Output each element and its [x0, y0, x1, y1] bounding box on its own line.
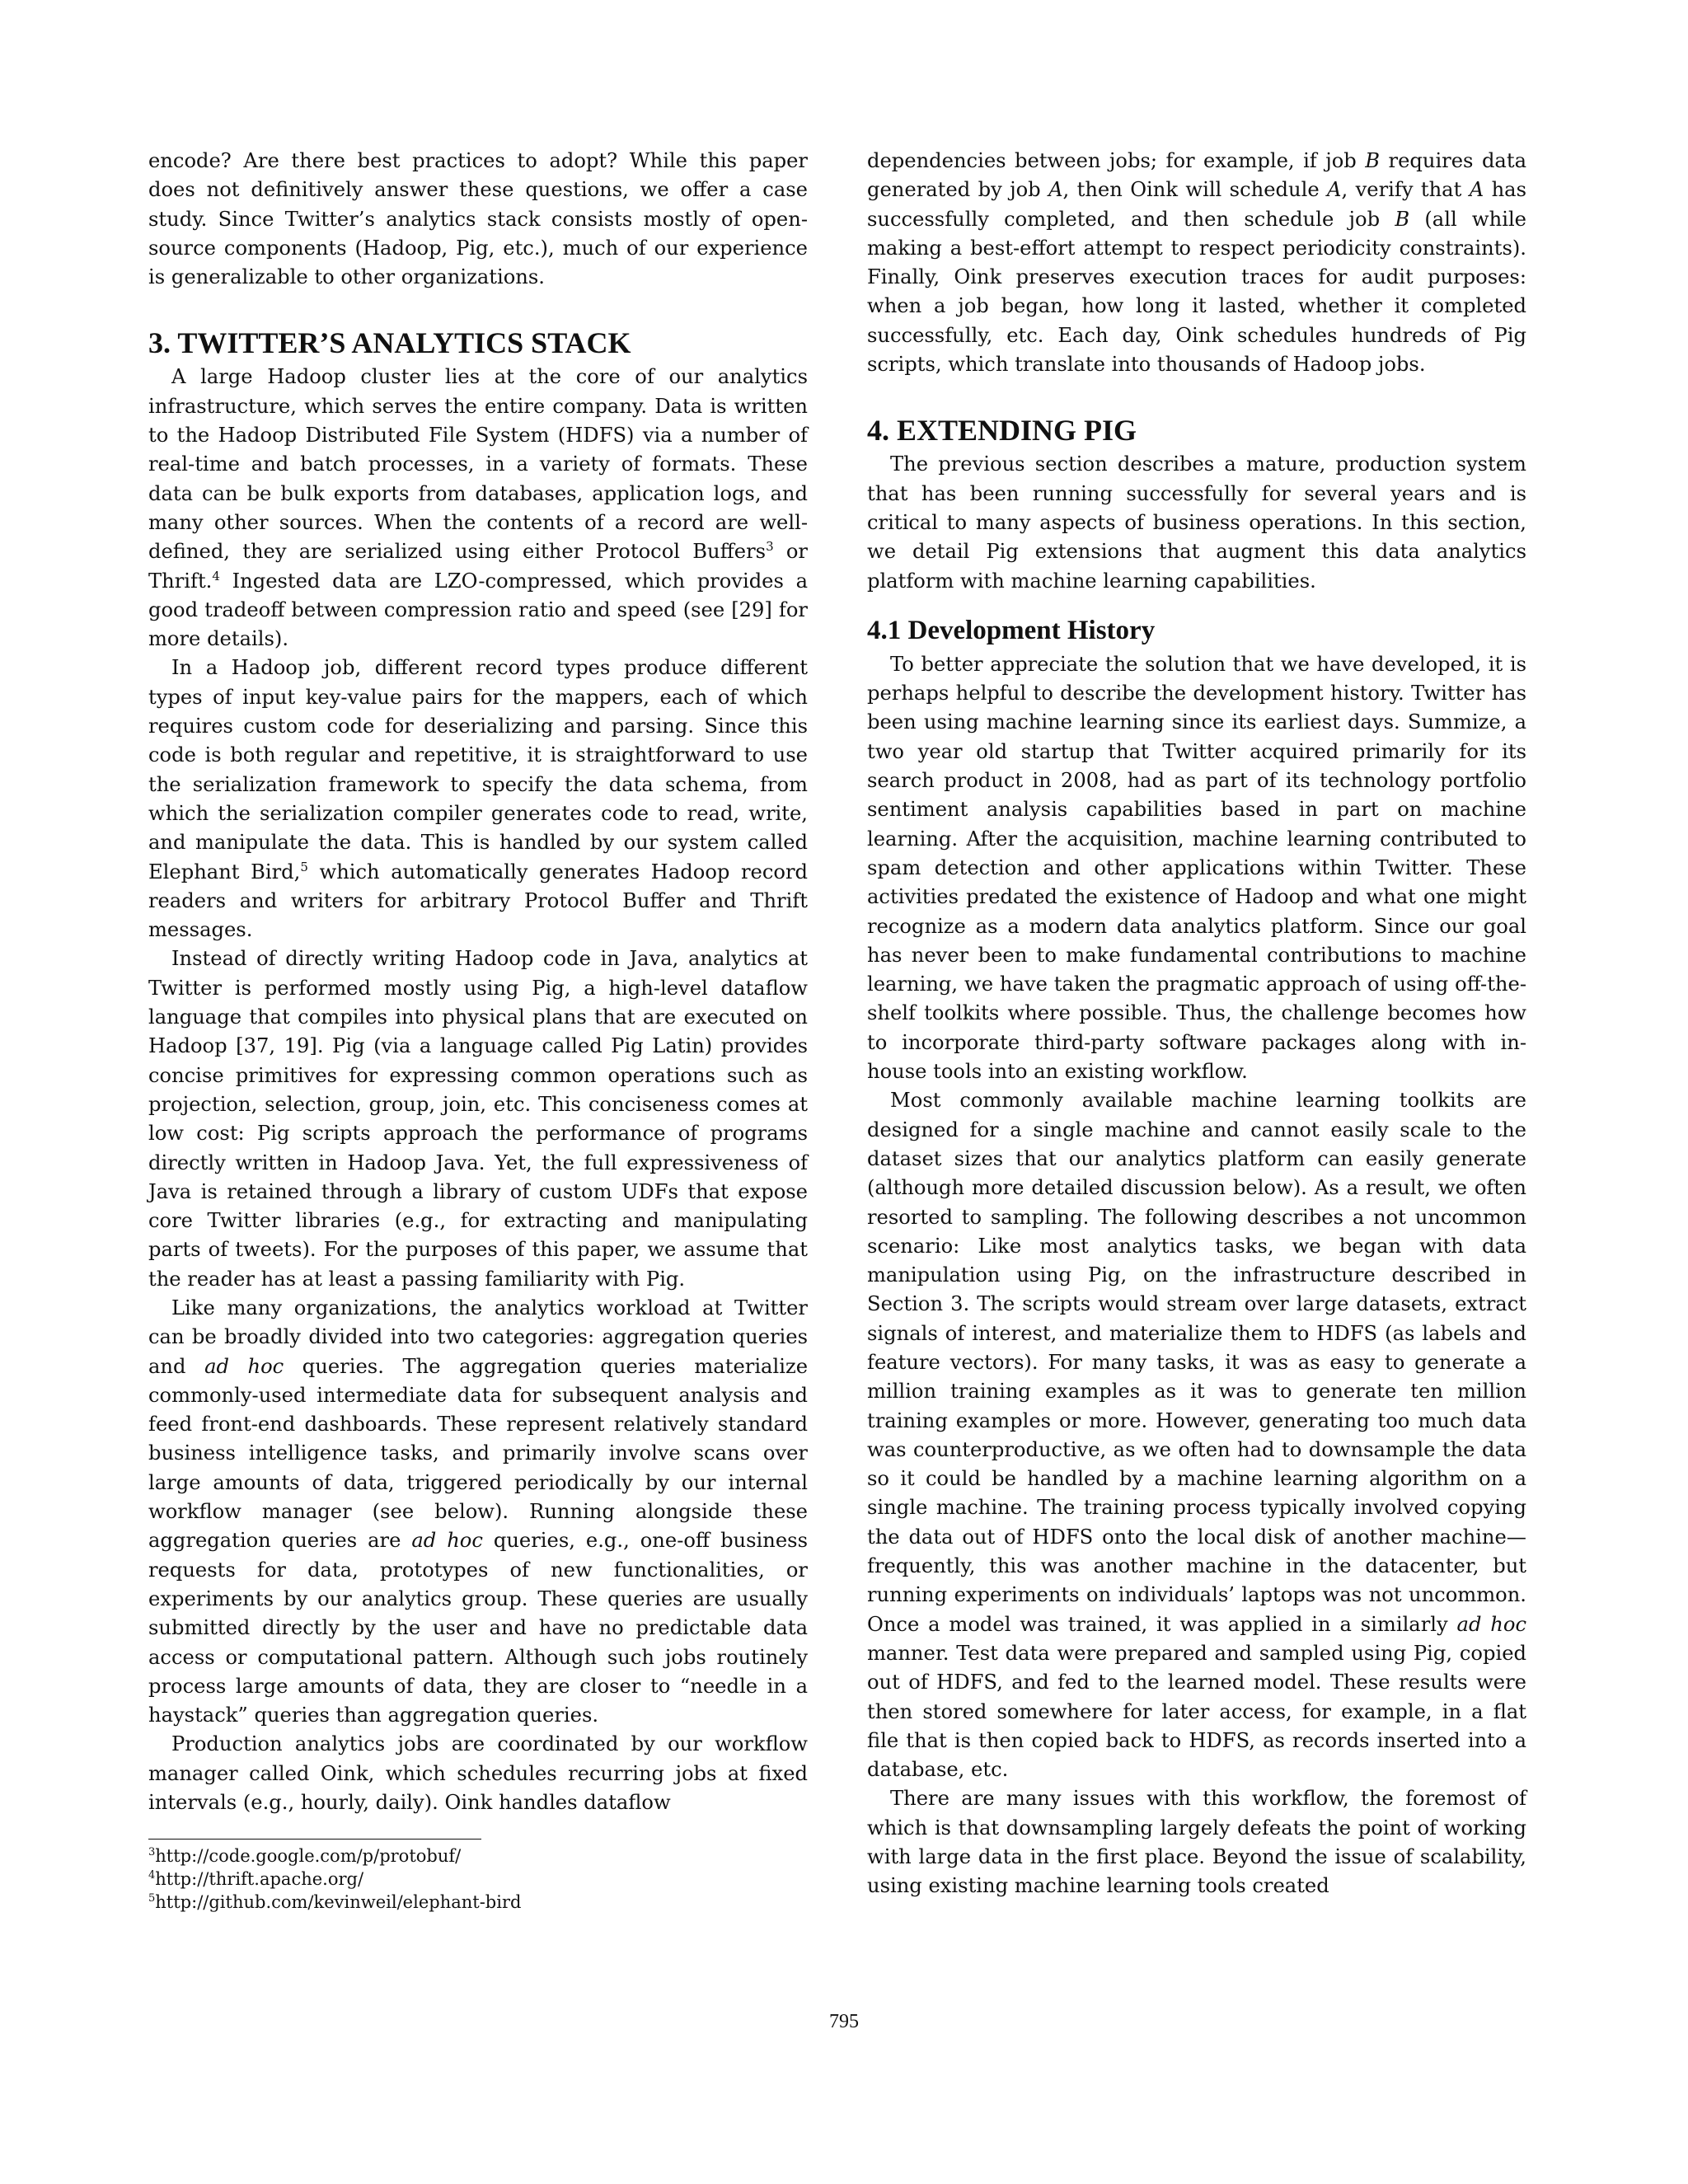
- paragraph: Most commonly available machine learning toolkits are designed for a single machine and cannot easily scale to the dataset sizes that our analytics platform can easily generate (although more detailed discussion below). As a result, we often resorted to sampling. The following describes a not uncommon scenario: Like most analytics tasks, we began with data manipulation using Pig, on the infrastructure described in Section 3. The scripts would stream over large datasets, extract signals of interest, and materialize them to HDFS (as labels and feature vectors). For many tasks, it was as easy to generate a million training examples as it was to generate ten million training examples or more. However, generating too much data was counterproductive, as we often had to downsample the data so it could be handled by a machine learning algorithm on a single machine. The training process typically involved copying the data out of HDFS onto the local disk of another machine—frequently, this was another machine in the datacenter, but running experiments on individuals’ laptops was not uncommon. Once a model was trained, it was applied in a similarly ad hoc manner. Test data were prepared and sampled using Pig, copied out of HDFS, and fed to the learned model. These results were then stored somewhere for later access, for example, in a flat file that is then copied back to HDFS, as records inserted into a database, etc.: [867, 1089, 1526, 1782]
- paragraph: A large Hadoop cluster lies at the core of our analytics infrastructure, which serves the entire company. Data is written to the Hadoop Distributed File System (HDFS) via a number of real-time and batch processes, in a variety of formats. These data can be bulk exports from databases, application logs, and many other sources. When the contents of a record are well-defined, they are serialized using either Protocol Buffers$^3$ or Thrift.$^4$ Ingested data are LZO-compressed, which provides a good tradeoff between compression ratio and speed (see [29] for more details).: [148, 365, 808, 651]
- paragraph: Instead of directly writing Hadoop code in Java, analytics at Twitter is performed mostly using Pig, a high-level dataflow language that compiles into physical plans that are executed on Hadoop [37, 19]. Pig (via a language called Pig Latin) provides concise primitives for expressing common operations such as projection, selection, group, join, etc. This conciseness comes at low cost: Pig scripts approach the performance of programs directly written in Hadoop Java. Yet, the full expressiveness of Java is retained through a library of custom UDFs that expose core Twitter libraries (e.g., for extracting and manipulating parts of tweets). For the purposes of this paper, we assume that the reader has at least a passing familiarity with Pig.: [148, 947, 808, 1291]
- paragraph: In a Hadoop job, different record types produce different types of input key-value pairs for the mappers, each of which requires custom code for deserializing and parsing. Since this code is both regular and repetitive, it is straightforward to use the serialization framework to specify the data schema, from which the serialization compiler generates code to read, write, and manipulate the data. This is handled by our system called Elephant Bird,$^5$ which automatically generates Hadoop record readers and writers for arbitrary Protocol Buffer and Thrift messages.: [148, 656, 808, 942]
- footnote-mark: 3: [148, 1846, 156, 1859]
- section-heading: 4. EXTENDING PIG: [867, 414, 1137, 448]
- footnote-url: http://code.google.com/p/protobuf/: [155, 1846, 462, 1867]
- footnote: [148, 1891, 808, 1914]
- footnote-url: http://thrift.apache.org/: [155, 1869, 364, 1890]
- paragraph: Production analytics jobs are coordinated by our workflow manager called Oink, which schedules recurring jobs at fixed intervals (e.g., hourly, daily). Oink handles dataflow: [148, 1732, 808, 1815]
- right-column: [867, 147, 1526, 1901]
- paragraph: The previous section describes a mature, production system that has been running successfully for several years and is critical to many aspects of business operations. In this section, we detail Pig extensions that augment this data analytics platform with machine learning capabilities.: [867, 452, 1526, 593]
- subsection-heading: 4.1 Development History: [867, 615, 1156, 645]
- paragraph: To better appreciate the solution that we have developed, it is perhaps helpful to describe the development history. Twitter has been using machine learning since its earliest days. Summize, a two year old startup that Twitter acquired primarily for its search product in 2008, had as part of its technology portfolio sentiment analysis capabilities based in part on machine learning. After the acquisition, machine learning contributed to spam detection and other applications within Twitter. These activities predated the existence of Hadoop and what one might recognize as a modern data analytics platform. Since our goal has never been to make fundamental contributions to machine learning, we have taken the pragmatic approach of using off-the-shelf toolkits where possible. Thus, the challenge becomes how to incorporate third-party software packages along with in-house tools into an existing workflow.: [867, 652, 1526, 1084]
- footnote-mark: 4: [148, 1869, 156, 1882]
- page-number: 795: [829, 2011, 859, 2032]
- left-column: [148, 147, 808, 1914]
- footnote: [148, 1844, 808, 1868]
- footnote: [148, 1868, 808, 1891]
- paragraph: There are many issues with this workflow, the foremost of which is that downsampling largely defeats the point of working with large data in the first place. Beyond the issue of scalability, using existing machine learning tools created: [867, 1787, 1526, 1898]
- section-heading: 3. TWITTER’S ANALYTICS STACK: [148, 326, 631, 360]
- paragraph: encode? Are there best practices to adopt? While this paper does not definitively answer these questions, we offer a case study. Since Twitter’s analytics stack consists mostly of open-source components (Hadoop, Pig, etc.), much of our experience is generalizable to other organizations.: [148, 149, 808, 289]
- paragraph: Like many organizations, the analytics workload at Twitter can be broadly divided into two categories: aggregation queries and ad hoc queries. The aggregation queries materialize commonly-used intermediate data for subsequent analysis and feed front-end dashboards. These represent relatively standard business intelligence tasks, and primarily involve scans over large amounts of data, triggered periodically by our internal workflow manager (see below). Running alongside these aggregation queries are ad hoc queries, e.g., one-off business requests for data, prototypes of new functionalities, or experiments by our analytics group. These queries are usually submitted directly by the user and have no predictable data access or computational pattern. Although such jobs routinely process large amounts of data, they are closer to “needle in a haystack” queries than aggregation queries.: [148, 1296, 809, 1727]
- paragraph: dependencies between jobs; for example, if job B requires data generated by job A, then Oink will schedule A, verify that A has successfully completed, and then schedule job B (all while making a best-effort attempt to respect periodicity constraints). Finally, Oink preserves execution traces for audit purposes: when a job began, how long it lasted, whether it completed successfully, etc. Each day, Oink schedules hundreds of Pig scripts, which translate into thousands of Hadoop jobs.: [867, 149, 1526, 377]
- footnote-url: http://github.com/kevinweil/elephant-bird: [155, 1892, 522, 1913]
- footnote-divider: [148, 1839, 481, 1840]
- footnote-mark: 5: [148, 1892, 156, 1905]
